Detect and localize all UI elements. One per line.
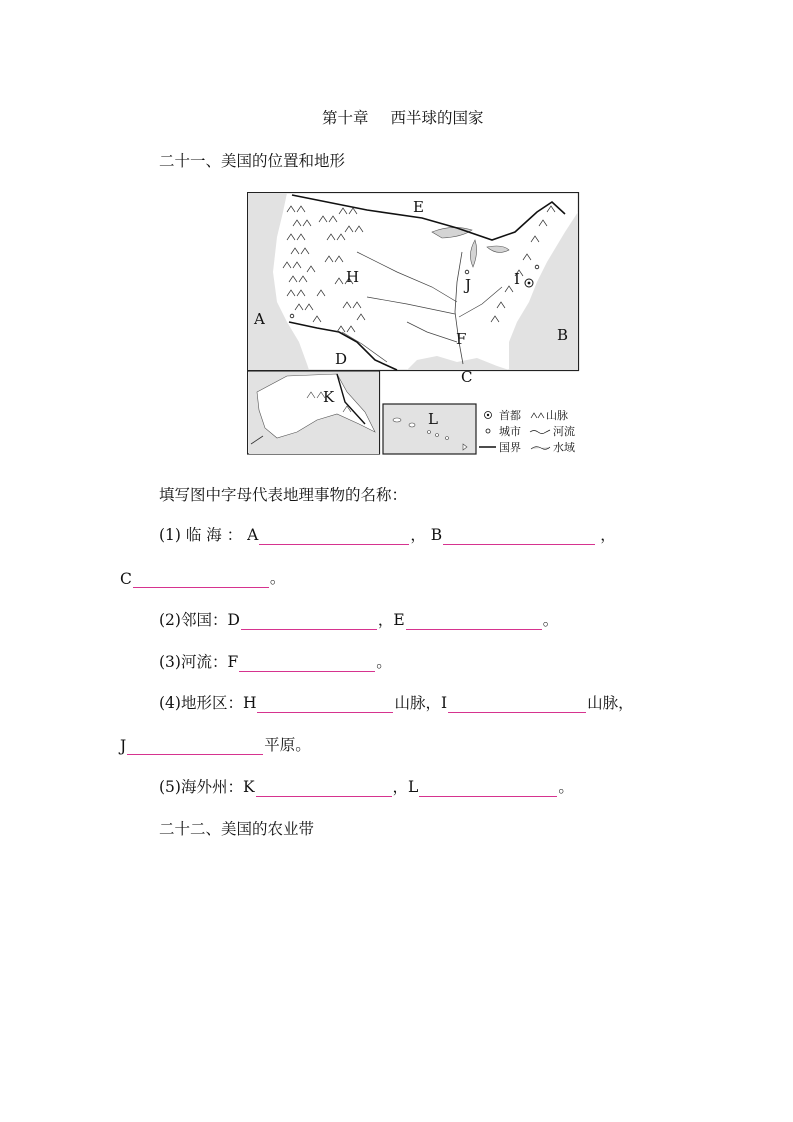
q1-end: 。 [269,569,286,587]
q1-comma: ， [600,526,616,544]
blank-j[interactable] [127,738,263,755]
q2-prefix: (2)邻国：D [159,611,240,629]
label-i: I [514,270,520,288]
river-legend-icon [530,430,550,434]
q2-separator: ，E [377,611,405,629]
blank-f[interactable] [239,655,375,672]
question-5 [159,775,574,797]
chapter-name: 西半球的国家 [390,109,484,127]
q2-end: 。 [542,611,559,629]
map-legend [479,408,575,454]
usa-map [247,192,582,458]
q1-prefix: (1) 临 海 ： A [159,526,259,544]
blank-c[interactable] [133,571,269,588]
water-legend-icon [531,447,550,450]
legend-border: 国界 [499,441,521,454]
mountain-legend-icon [531,413,544,418]
section-21-heading: 二十一、美国的位置和地形 [159,152,346,170]
legend-city: 城市 [499,425,521,438]
q3-prefix: (3)河流：F [159,653,239,671]
q3-end: 。 [376,653,392,671]
label-j: J [465,276,472,294]
instruction-text: 填写图中字母代表地理事物的名称： [159,486,408,504]
label-h: H [346,268,360,286]
q4-j-prefix: J [120,737,127,755]
label-l: L [428,410,438,428]
label-d: D [335,350,348,368]
blank-l[interactable] [419,780,557,797]
legend-mountain: 山脉 [546,409,568,422]
blank-d[interactable] [241,613,377,630]
q1-separator: ， B [410,526,443,544]
blank-k[interactable] [256,780,392,797]
section-22-heading: 二十二、美国的农业带 [159,820,315,838]
q5-end: 。 [558,778,574,796]
q4-prefix: (4)地形区：H [159,694,257,712]
blank-h[interactable] [257,696,393,713]
label-e: E [413,198,424,216]
blank-b[interactable] [443,528,595,545]
blank-i[interactable] [448,696,586,713]
usa-map-figure [247,192,582,458]
q4-end1: 山脉， [587,694,634,712]
q4-mid: 山脉，I [394,694,448,712]
question-1-cont [120,566,285,588]
label-f: F [456,330,467,348]
q1-c-prefix: C [120,570,132,588]
chapter-title [322,106,484,128]
blank-a[interactable] [259,528,409,545]
city-icon [465,270,469,274]
label-k: K [323,388,335,406]
q4-end2: 平原。 [264,736,311,754]
label-c: C [461,368,473,386]
city-legend-icon [486,429,490,433]
question-1 [159,523,616,545]
q5-separator: ，L [392,778,419,796]
legend-river: 河流 [553,425,575,438]
question-4-cont [120,733,311,755]
question-2 [159,608,558,630]
label-b: B [557,326,569,344]
question-3 [159,650,392,672]
question-4 [159,691,634,713]
q5-prefix: (5)海外州：K [159,778,255,796]
legend-capital: 首都 [499,409,521,422]
blank-e[interactable] [406,613,542,630]
legend-water: 水域 [553,441,575,454]
chapter-number: 第十章 [322,109,369,127]
label-a: A [254,310,265,328]
